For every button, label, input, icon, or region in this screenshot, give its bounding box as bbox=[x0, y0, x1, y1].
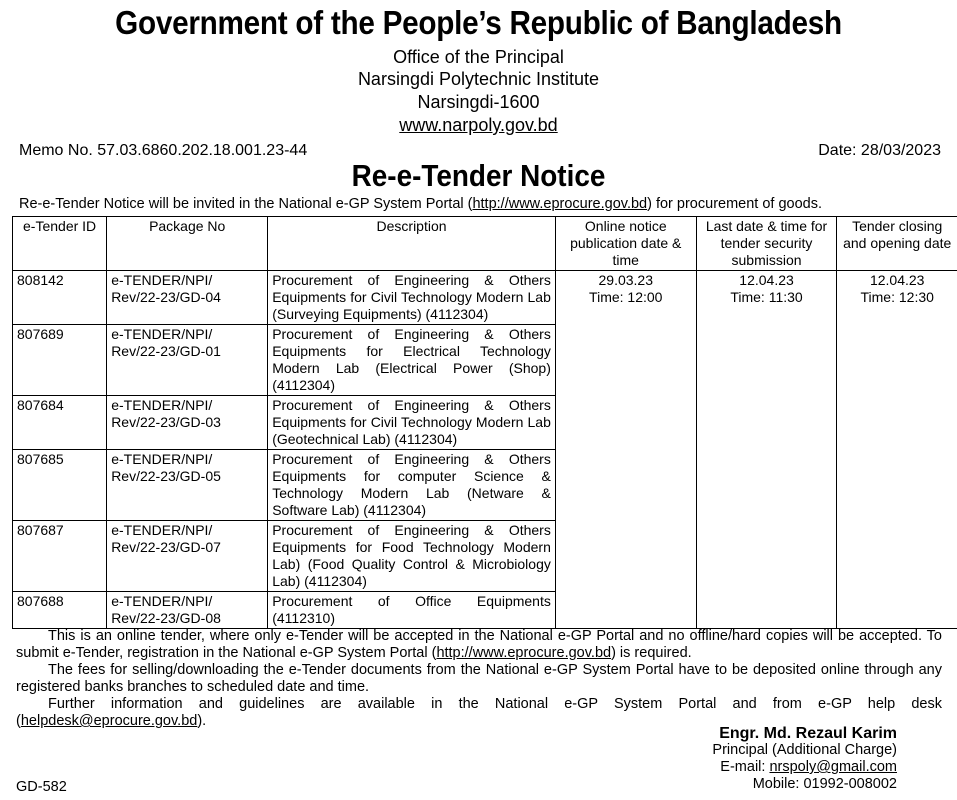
security-date: 12.04.23 bbox=[739, 272, 794, 288]
package-no: e-TENDER/NPI/ Rev/22-23/GD-07 bbox=[107, 521, 268, 592]
website-line bbox=[0, 114, 957, 136]
tender-table bbox=[12, 216, 957, 629]
table-row bbox=[13, 271, 957, 325]
security-time: Time: 11:30 bbox=[730, 289, 803, 305]
header-etender-id: e-Tender ID bbox=[13, 217, 107, 271]
note-3-end: ). bbox=[197, 713, 207, 729]
office-line: Office of the Principal bbox=[393, 47, 564, 67]
publication-cell bbox=[555, 271, 696, 629]
table-header-row bbox=[13, 217, 957, 271]
note-3-text: Further information and guidelines are available in the National e-GP System Portal and from e-GP help desk ( bbox=[16, 696, 942, 729]
helpdesk-email-link[interactable]: helpdesk@eprocure.gov.bd bbox=[20, 713, 198, 729]
government-heading: Government of the People’s Republic of Bangladesh bbox=[115, 4, 842, 41]
signatory-designation: Principal (Additional Charge) bbox=[712, 742, 897, 758]
header-closing-date: Tender closing and opening date bbox=[837, 217, 957, 271]
institute-line: Narsingdi Polytechnic Institute bbox=[357, 69, 600, 89]
description: Procurement of Engineering & Others Equipments for computer Science & Technology Modern Lab (Netware & Software Lab) (4112304) bbox=[268, 450, 556, 521]
signatory-email bbox=[712, 759, 897, 776]
tender-id: 807687 bbox=[13, 521, 107, 592]
description: Procurement of Office Equipments (4112310) bbox=[268, 592, 556, 629]
description: Procurement of Engineering & Others Equipments for Food Technology Modern Lab) (Food Quality Control & Microbiology Lab) (4112304) bbox=[268, 521, 556, 592]
description: Procurement of Engineering & Others Equipments for Electrical Technology Modern Lab (Electrical Power (Shop) (4112304) bbox=[268, 325, 556, 396]
tender-id: 807688 bbox=[13, 592, 107, 629]
signatory-mobile: Mobile: 01992-008002 bbox=[752, 776, 897, 792]
memo-number: Memo No. 57.03.6860.202.18.001.23-44 bbox=[19, 142, 308, 159]
header-description: Description bbox=[268, 217, 556, 271]
package-no: e-TENDER/NPI/ Rev/22-23/GD-04 bbox=[107, 271, 268, 325]
closing-date: 12.04.23 bbox=[869, 272, 925, 288]
notice-date: Date: 28/03/2023 bbox=[818, 142, 941, 159]
email-label: E-mail: bbox=[720, 759, 770, 775]
package-no: e-TENDER/NPI/ Rev/22-23/GD-01 bbox=[107, 325, 268, 396]
package-no: e-TENDER/NPI/ Rev/22-23/GD-08 bbox=[107, 592, 268, 629]
notice-title: Re-e-Tender Notice bbox=[351, 158, 606, 193]
closing-time: Time: 12:30 bbox=[860, 289, 934, 305]
tender-id: 807685 bbox=[13, 450, 107, 521]
publication-time: Time: 12:00 bbox=[589, 289, 663, 305]
intro-before: Re-e-Tender Notice will be invited in the National e-GP System Portal ( bbox=[19, 196, 473, 212]
header-publication-date: Online notice publication date & time bbox=[555, 217, 696, 271]
gd-code: GD-582 bbox=[16, 779, 67, 795]
intro-after: ) for procurement of goods. bbox=[647, 196, 823, 212]
note-online-tender bbox=[16, 628, 942, 662]
note-1-end: ) is required. bbox=[611, 645, 692, 661]
intro-text bbox=[19, 196, 822, 212]
email-link[interactable]: nrspoly@gmail.com bbox=[769, 759, 897, 775]
website-link[interactable]: www.narpoly.gov.bd bbox=[399, 115, 558, 135]
address-line: Narsingdi-1600 bbox=[417, 92, 540, 112]
description: Procurement of Engineering & Others Equipments for Civil Technology Modern Lab (Surveying Equipments) (4112304) bbox=[268, 271, 556, 325]
description: Procurement of Engineering & Others Equipments for Civil Technology Modern Lab (Geotechnical Lab) (4112304) bbox=[268, 396, 556, 450]
tender-id: 807684 bbox=[13, 396, 107, 450]
security-cell bbox=[696, 271, 837, 629]
notes-section bbox=[16, 628, 942, 730]
note-1-text: This is an online tender, where only e-Tender will be accepted in the National e-GP Portal and no offline/hard copies will be accepted. To submit e-Tender, registration in the National e-GP System Portal ( bbox=[16, 628, 942, 661]
note-fees: The fees for selling/downloading the e-Tender documents from the National e-GP System Portal have to be deposited online through any registered banks branches to scheduled date and time. bbox=[16, 662, 942, 695]
tender-id: 807689 bbox=[13, 325, 107, 396]
signature-block bbox=[712, 725, 897, 793]
signatory-name: Engr. Md. Rezaul Karim bbox=[719, 725, 897, 742]
header-security-date: Last date & time for tender security submission bbox=[696, 217, 837, 271]
closing-cell bbox=[837, 271, 957, 629]
header-package-no: Package No bbox=[107, 217, 268, 271]
eprocure-link[interactable]: http://www.eprocure.gov.bd bbox=[436, 645, 612, 661]
eprocure-link[interactable]: http://www.eprocure.gov.bd bbox=[472, 196, 648, 212]
package-no: e-TENDER/NPI/ Rev/22-23/GD-05 bbox=[107, 450, 268, 521]
tender-id: 808142 bbox=[13, 271, 107, 325]
publication-date: 29.03.23 bbox=[598, 272, 653, 288]
package-no: e-TENDER/NPI/ Rev/22-23/GD-03 bbox=[107, 396, 268, 450]
